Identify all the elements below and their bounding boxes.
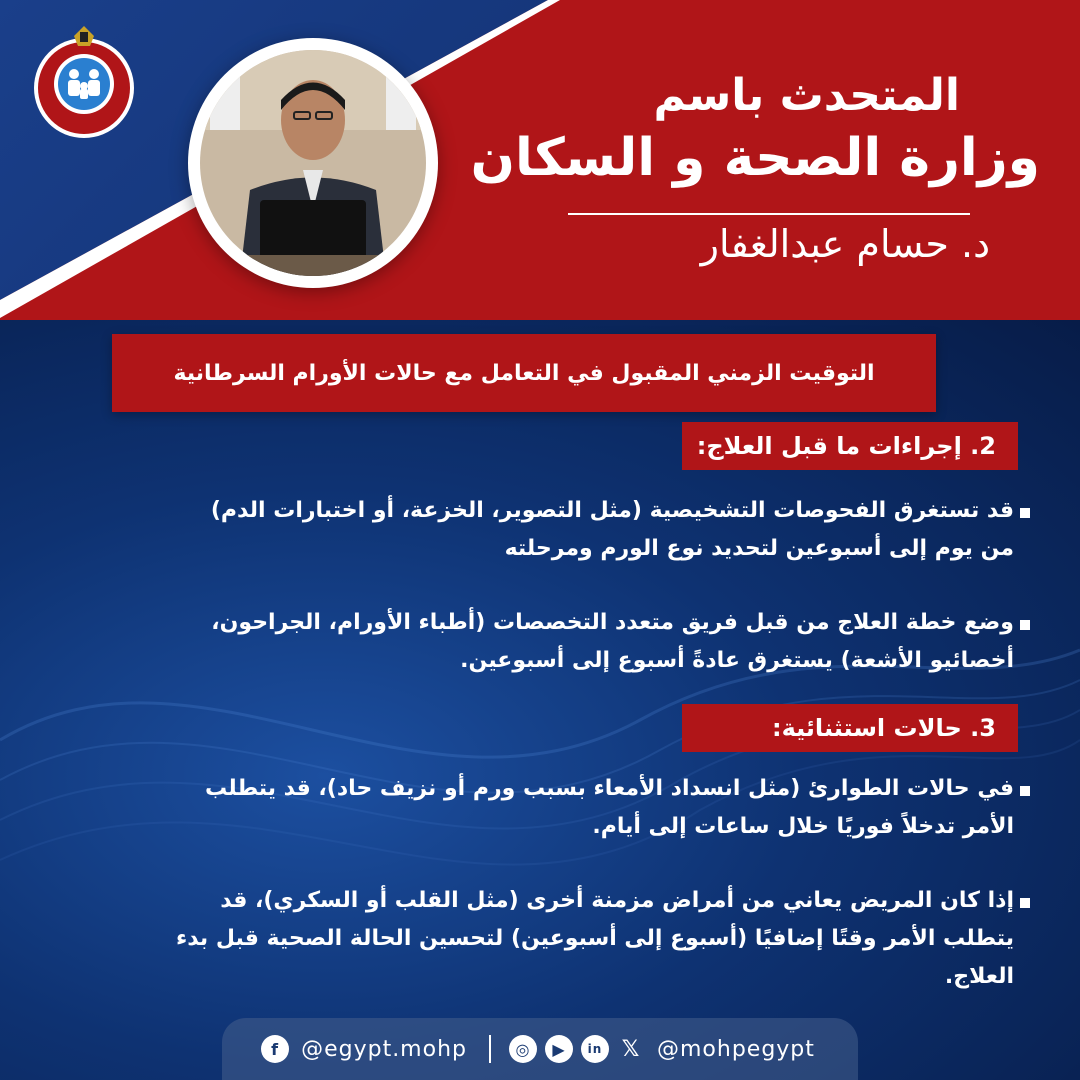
bullet-text [211, 604, 1014, 680]
bullet-marker [1020, 508, 1030, 518]
instagram-icon[interactable]: ◎ [509, 1035, 537, 1063]
section-heading-pre-treatment: 2. إجراءات ما قبل العلاج: [682, 422, 1018, 470]
title-line-2: وزارة الصحة و السكان [470, 128, 1040, 188]
bullet-text [205, 770, 1014, 846]
social-footer [222, 1018, 858, 1080]
youtube-icon[interactable]: ▶ [545, 1035, 573, 1063]
bullet-line: أخصائيو الأشعة) يستغرق عادةً أسبوع إلى أسبوعين. [460, 648, 1014, 673]
x-icon[interactable]: 𝕏 [621, 1036, 641, 1062]
topic-banner: التوقيت الزمني المقبول في التعامل مع حالات الأورام السرطانية [112, 334, 936, 412]
bullet-line: وضع خطة العلاج من قبل فريق متعدد التخصصات (أطباء الأورام، الجراحون، [211, 610, 1014, 635]
linkedin-icon[interactable]: in [581, 1035, 609, 1063]
facebook-handle[interactable]: @egypt.mohp [301, 1036, 467, 1062]
section-heading-exceptional-cases: 3. حالات استثنائية: [682, 704, 1018, 752]
facebook-icon[interactable]: f [261, 1035, 289, 1063]
bullet-marker [1020, 898, 1030, 908]
bullet-marker [1020, 786, 1030, 796]
speaker-name: د. حسام عبدالغفار [700, 222, 990, 266]
title-divider [568, 213, 970, 215]
bullet-line: يتطلب الأمر وقتًا إضافيًا (أسبوع إلى أسبوعين) لتحسين الحالة الصحية قبل بدء [175, 926, 1014, 951]
footer-separator [489, 1035, 491, 1063]
bullet-line: قد تستغرق الفحوصات التشخيصية (مثل التصوير، الخزعة، أو اختبارات الدم) [210, 498, 1014, 523]
bullet-line: من يوم إلى أسبوعين لتحديد نوع الورم ومرحلته [504, 536, 1014, 561]
bullet-line: إذا كان المريض يعاني من أمراض مزمنة أخرى (مثل القلب أو السكري)، قد [220, 888, 1014, 913]
bullet-line: العلاج. [944, 964, 1014, 989]
social-handle[interactable]: @mohpegypt [656, 1036, 815, 1062]
ministry-logo [28, 22, 140, 140]
title-line-1: المتحدث باسم [653, 70, 960, 121]
bullet-text [211, 492, 1014, 568]
bullet-marker [1020, 620, 1030, 630]
bullet-line: الأمر تدخلاً فوريًا خلال ساعات إلى أيام. [592, 814, 1014, 839]
speaker-photo [200, 50, 426, 276]
bullet-line: في حالات الطوارئ (مثل انسداد الأمعاء بسبب ورم أو نزيف حاد)، قد يتطلب [205, 776, 1014, 801]
bullet-text [176, 882, 1014, 996]
